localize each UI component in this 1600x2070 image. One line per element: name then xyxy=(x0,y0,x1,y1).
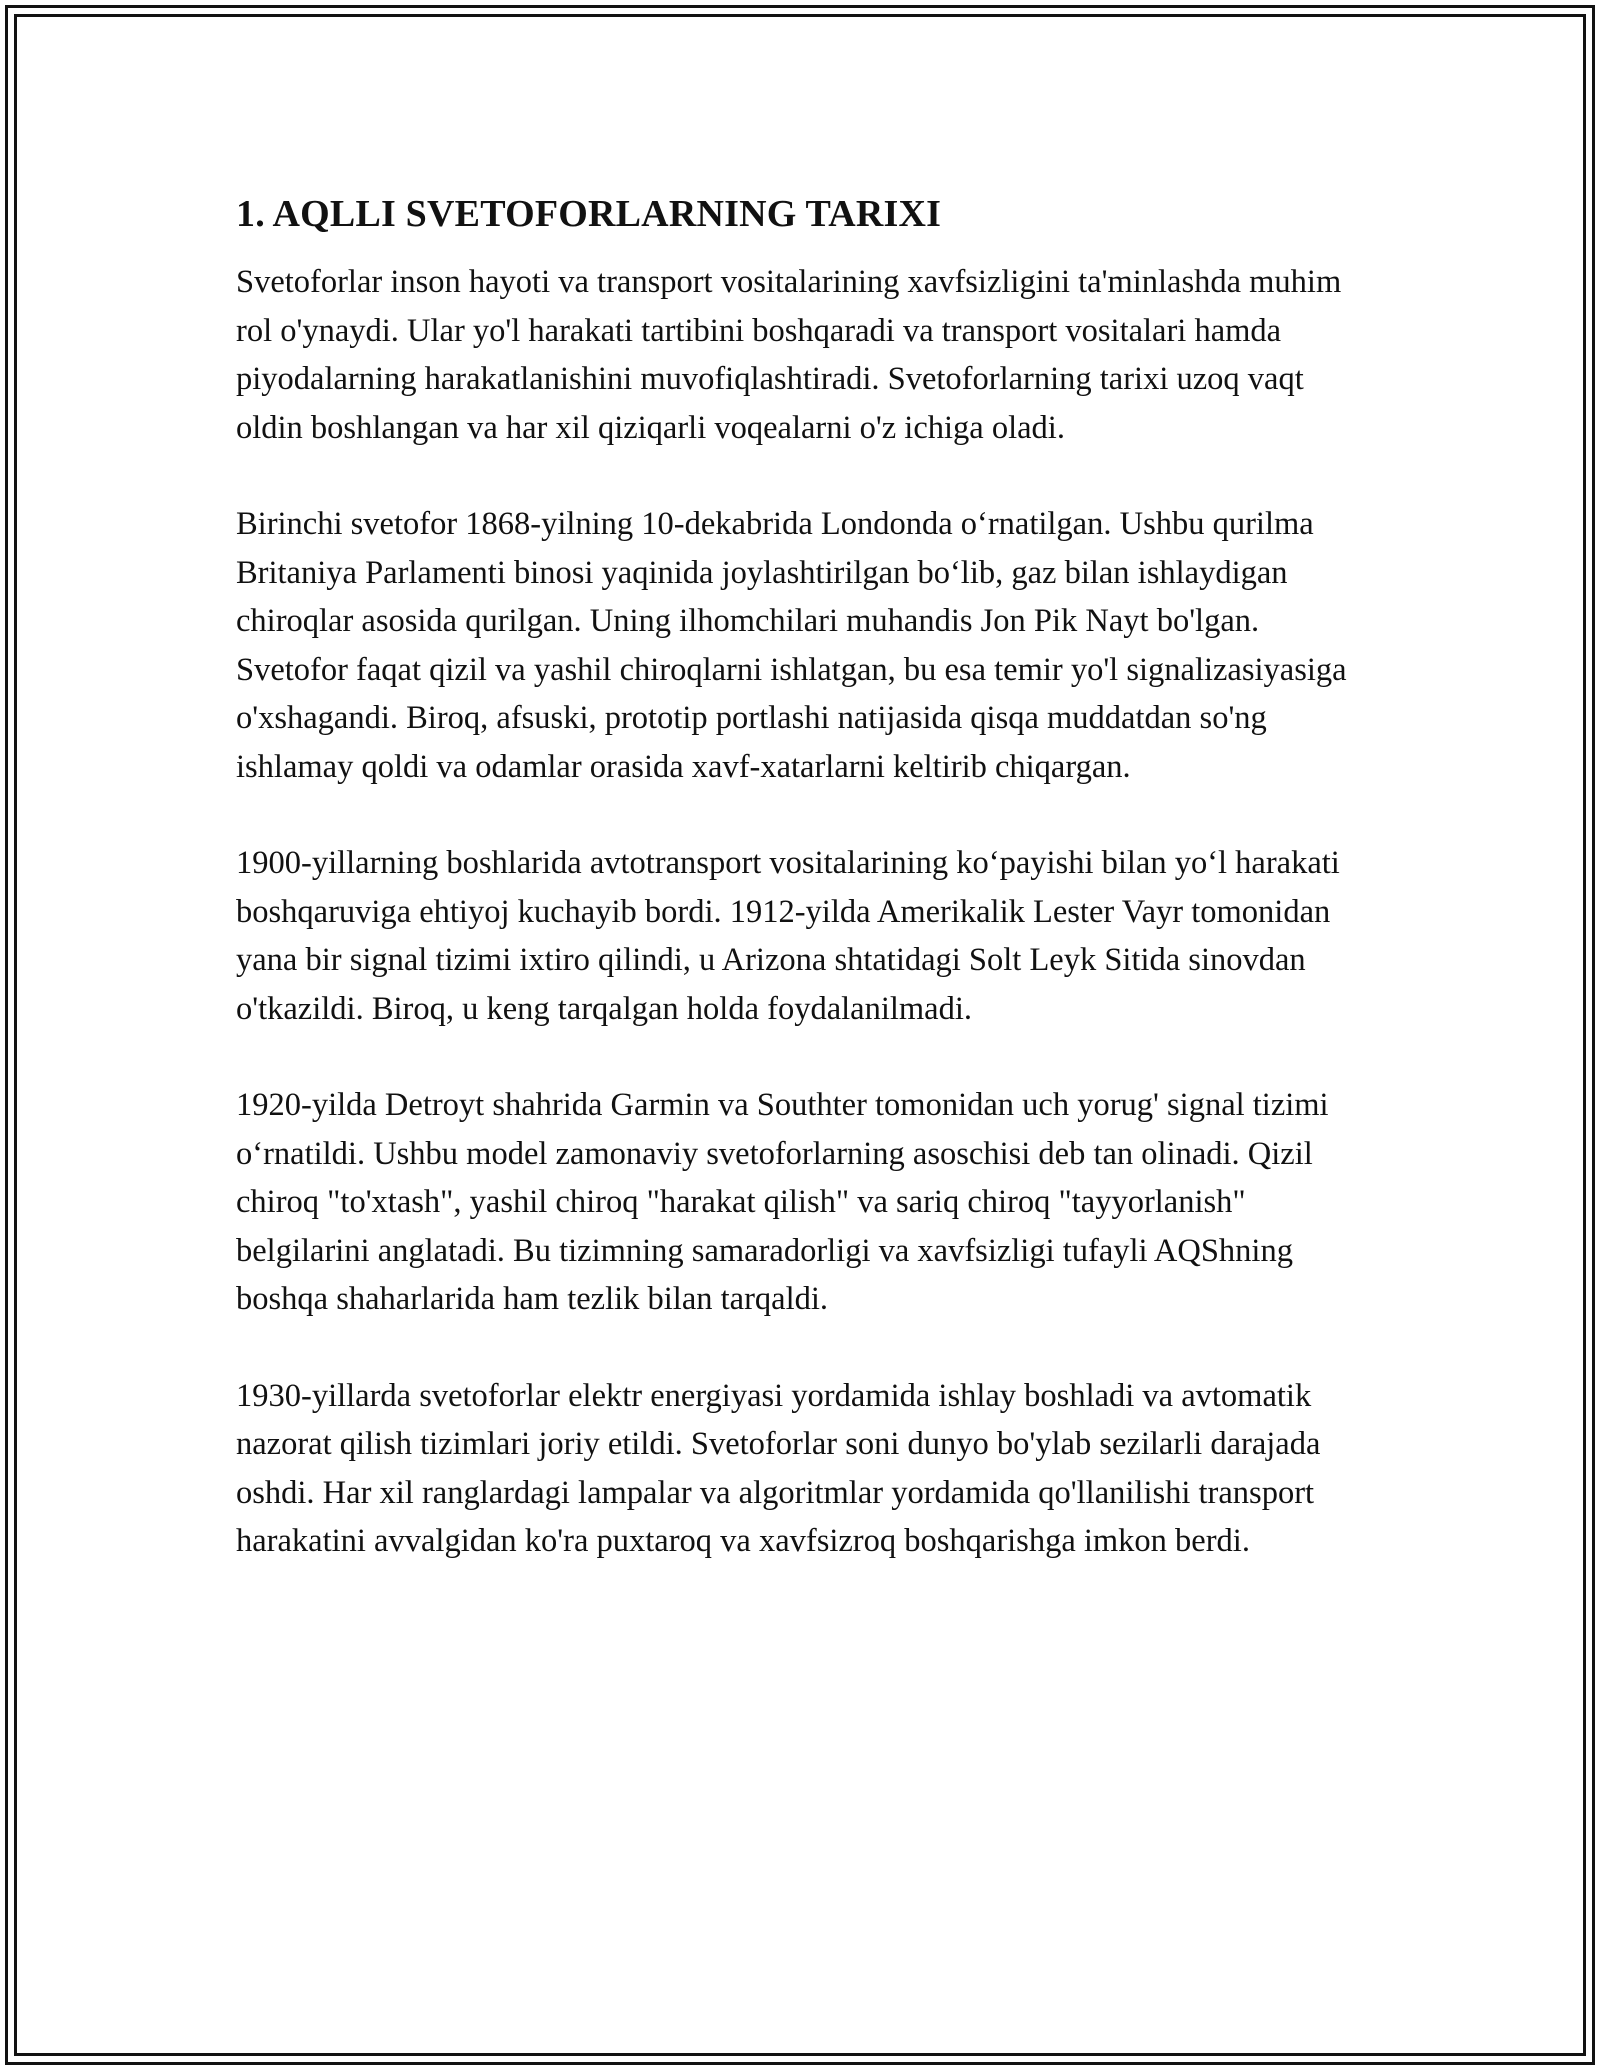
section-title: 1. AQLLI SVETOFORLARNING TARIXI xyxy=(236,193,942,235)
paragraph-1900s: 1900-yillarning boshlarida avtotransport vositalarining koʻpayishi bilan yoʻl harakati boshqaruviga ehtiyoj kuchayib bordi. 1912-yilda Amerikalik Lester Vayr tomonidan yana bir signal tizimi ixtiro qilindi, u Arizona shtatidagi Solt Leyk Sitida sinovdan o'tkazildi. Biroq, u keng tarqalgan holda foydalanilmadi. xyxy=(236,845,1340,1027)
paragraph-1930s: 1930-yillarda svetoforlar elektr energiyasi yordamida ishlay boshladi va avtomatik nazorat qilish tizimlari joriy etildi. Svetoforlar soni dunyo bo'ylab sezilarli darajada oshdi. Har xil ranglardagi lampalar va algoritmlar yordamida qo'llanilishi transport harakatini avvalgidan ko'ra puxtaroq va xavfsizroq boshqarishga imkon berdi. xyxy=(236,1377,1321,1559)
paragraph-1920: 1920-yilda Detroyt shahrida Garmin va Southter tomonidan uch yorug' signal tizimi oʻrnatildi. Ushbu model zamonaviy svetoforlarning asoschisi deb tan olinadi. Qizil chiroq "to'xtash", yashil chiroq "harakat qilish" va sariq chiroq "tayyorlanish" belgilarini anglatadi. Bu tizimning samaradorligi va xavfsizligi tufayli AQShning boshqa shaharlarida ham tezlik bilan tarqaldi. xyxy=(236,1087,1329,1317)
paragraph-first-svetofor: Birinchi svetofor 1868-yilning 10-dekabrida Londonda oʻrnatilgan. Ushbu qurilma Britaniya Parlamenti binosi yaqinida joylashtirilgan boʻlib, gaz bilan ishlaydigan chiroqlar asosida qurilgan. Uning ilhomchilari muhandis Jon Pik Nayt bo'lgan. Svetofor faqat qizil va yashil chiroqlarni ishlatgan, bu esa temir yo'l signalizasiyasiga o'xshagandi. Biroq, afsuski, prototip portlashi natijasida qisqa muddatdan so'ng ishlamay qoldi va odamlar orasida xavf-xatarlarni keltirib chiqargan. xyxy=(236,506,1347,785)
paragraph-intro: Svetoforlar inson hayoti va transport vositalarining xavfsizligini ta'minlashda muhim rol o'ynaydi. Ular yo'l harakati tartibini boshqaradi va transport vositalari hamda piyodalarning harakatlanishini muvofiqlashtiradi. Svetoforlarning tarixi uzoq vaqt oldin boshlangan va har xil qiziqarli voqealarni o'z ichiga oladi. xyxy=(236,264,1342,446)
document-body xyxy=(236,188,1376,1614)
